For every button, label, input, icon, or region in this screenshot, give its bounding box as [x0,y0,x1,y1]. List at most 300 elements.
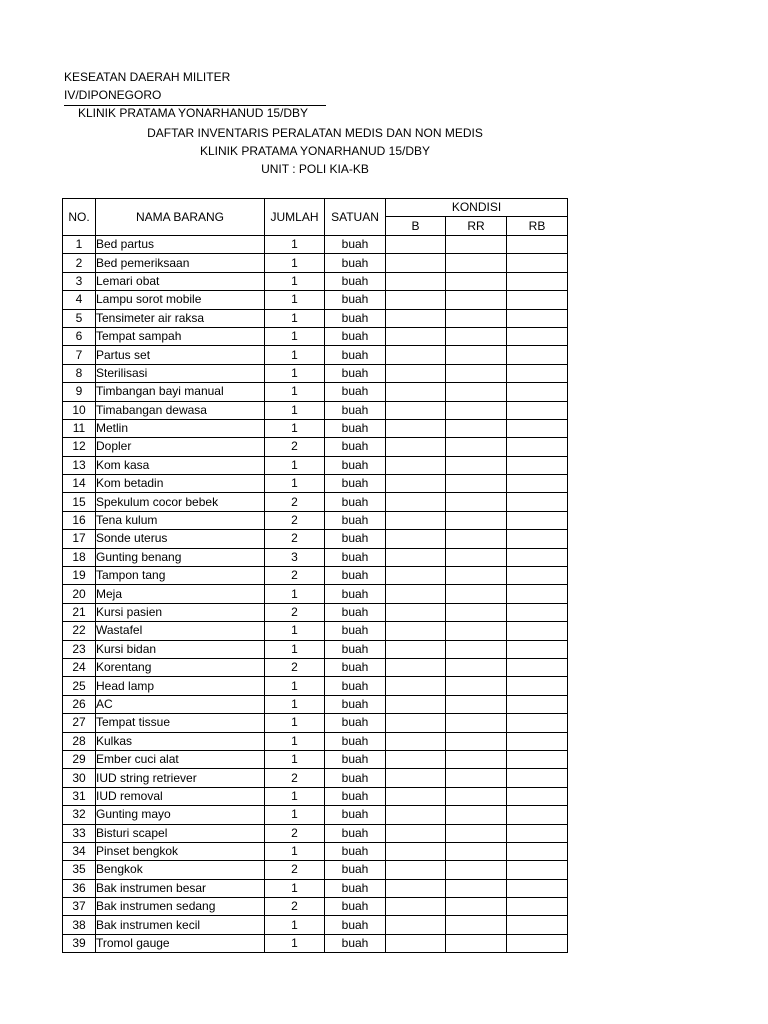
row-item-name: Bisturi scapel [96,824,265,842]
row-number: 33 [63,824,96,842]
row-quantity: 2 [265,861,325,879]
table-row [63,419,568,437]
row-condition-rb [507,879,568,897]
row-condition-rb [507,327,568,345]
row-condition-rr [446,548,507,566]
row-unit: buah [325,456,386,474]
row-number: 32 [63,806,96,824]
row-condition-rr [446,787,507,805]
row-item-name: Kulkas [96,732,265,750]
row-item-name: Ember cuci alat [96,750,265,768]
row-unit: buah [325,934,386,952]
row-condition-rr [446,272,507,290]
row-item-name: Lampu sorot mobile [96,291,265,309]
row-condition-rr [446,861,507,879]
row-number: 3 [63,272,96,290]
row-condition-rr [446,456,507,474]
row-quantity: 1 [265,291,325,309]
table-row [63,475,568,493]
table-row [63,824,568,842]
row-number: 38 [63,916,96,934]
table-row [63,383,568,401]
row-condition-rb [507,254,568,272]
row-item-name: Tena kulum [96,511,265,529]
row-item-name: Pinset bengkok [96,842,265,860]
table-row [63,658,568,676]
row-condition-rr [446,934,507,952]
row-condition-b [386,585,446,603]
row-number: 11 [63,419,96,437]
row-condition-rb [507,346,568,364]
row-quantity: 1 [265,272,325,290]
row-unit: buah [325,419,386,437]
row-quantity: 1 [265,806,325,824]
row-item-name: Bed partus [96,236,265,254]
row-condition-b [386,438,446,456]
row-item-name: Tampon tang [96,567,265,585]
row-condition-b [386,622,446,640]
row-condition-b [386,327,446,345]
table-row [63,603,568,621]
row-condition-rb [507,511,568,529]
row-condition-b [386,787,446,805]
row-condition-rr [446,364,507,382]
row-condition-rb [507,842,568,860]
unit-label: UNIT : POLI KIA-KB [261,162,369,176]
row-quantity: 1 [265,383,325,401]
header-unit: SATUAN [325,199,386,236]
row-condition-b [386,419,446,437]
row-condition-rr [446,254,507,272]
table-row [63,714,568,732]
row-item-name: Bengkok [96,861,265,879]
header-condition: KONDISI [386,199,568,217]
row-item-name: Bak instrumen sedang [96,898,265,916]
document-title: DAFTAR INVENTARIS PERALATAN MEDIS DAN NON MEDIS [147,126,483,140]
row-condition-b [386,750,446,768]
row-unit: buah [325,475,386,493]
row-condition-b [386,511,446,529]
row-unit: buah [325,861,386,879]
row-condition-b [386,714,446,732]
row-condition-rb [507,585,568,603]
row-unit: buah [325,383,386,401]
row-item-name: Tempat sampah [96,327,265,345]
table-row [63,456,568,474]
row-condition-rb [507,438,568,456]
row-condition-b [386,695,446,713]
row-unit: buah [325,658,386,676]
row-condition-b [386,898,446,916]
inventory-table [62,198,568,953]
table-row [63,364,568,382]
row-condition-b [386,383,446,401]
row-item-name: Tensimeter air raksa [96,309,265,327]
row-condition-b [386,677,446,695]
row-unit: buah [325,677,386,695]
row-condition-rr [446,567,507,585]
row-condition-rb [507,493,568,511]
row-item-name: Timabangan dewasa [96,401,265,419]
row-quantity: 1 [265,934,325,952]
row-item-name: Sterilisasi [96,364,265,382]
row-condition-b [386,548,446,566]
table-row [63,842,568,860]
row-condition-b [386,732,446,750]
row-number: 2 [63,254,96,272]
header-item-name: NAMA BARANG [96,199,265,236]
row-quantity: 1 [265,714,325,732]
row-quantity: 2 [265,603,325,621]
row-condition-rr [446,750,507,768]
row-condition-b [386,879,446,897]
row-quantity: 1 [265,695,325,713]
org-name-line2: KLINIK PRATAMA YONARHANUD 15/DBY [78,106,309,120]
row-quantity: 1 [265,309,325,327]
row-condition-rb [507,419,568,437]
row-number: 8 [63,364,96,382]
row-unit: buah [325,291,386,309]
row-condition-b [386,916,446,934]
table-row [63,254,568,272]
table-row [63,493,568,511]
row-condition-rb [507,548,568,566]
table-row [63,732,568,750]
table-row [63,567,568,585]
row-condition-rr [446,714,507,732]
row-number: 9 [63,383,96,401]
row-item-name: Tromol gauge [96,934,265,952]
row-quantity: 2 [265,769,325,787]
row-number: 14 [63,475,96,493]
header-underline [64,105,326,106]
row-unit: buah [325,603,386,621]
row-number: 31 [63,787,96,805]
row-condition-rr [446,677,507,695]
row-item-name: Bed pemeriksaan [96,254,265,272]
row-condition-b [386,254,446,272]
row-number: 12 [63,438,96,456]
row-condition-rb [507,806,568,824]
row-unit: buah [325,787,386,805]
row-unit: buah [325,530,386,548]
row-condition-rb [507,272,568,290]
row-condition-rr [446,640,507,658]
row-number: 24 [63,658,96,676]
organization-header [64,68,326,122]
row-unit: buah [325,327,386,345]
row-condition-rb [507,475,568,493]
row-unit: buah [325,898,386,916]
header-condition-b: B [386,217,446,236]
row-condition-rb [507,769,568,787]
row-condition-rb [507,530,568,548]
row-condition-rr [446,898,507,916]
row-number: 4 [63,291,96,309]
table-row [63,916,568,934]
row-condition-rb [507,695,568,713]
row-condition-rr [446,842,507,860]
table-row [63,309,568,327]
table-row [63,346,568,364]
row-item-name: Kursi bidan [96,640,265,658]
table-row [63,898,568,916]
row-condition-rr [446,419,507,437]
row-quantity: 2 [265,511,325,529]
row-number: 13 [63,456,96,474]
row-number: 26 [63,695,96,713]
row-condition-rr [446,383,507,401]
table-row [63,511,568,529]
row-condition-rb [507,658,568,676]
row-condition-rb [507,824,568,842]
row-quantity: 1 [265,456,325,474]
row-quantity: 1 [265,236,325,254]
row-quantity: 1 [265,677,325,695]
row-unit: buah [325,879,386,897]
table-row [63,934,568,952]
row-unit: buah [325,493,386,511]
row-unit: buah [325,401,386,419]
row-number: 17 [63,530,96,548]
row-item-name: Timbangan bayi manual [96,383,265,401]
row-unit: buah [325,806,386,824]
table-row [63,236,568,254]
row-number: 19 [63,567,96,585]
row-number: 25 [63,677,96,695]
inventory-table-body [63,236,568,953]
table-row [63,677,568,695]
row-number: 27 [63,714,96,732]
row-unit: buah [325,732,386,750]
row-number: 1 [63,236,96,254]
table-row [63,861,568,879]
row-condition-rb [507,916,568,934]
row-item-name: Wastafel [96,622,265,640]
row-number: 36 [63,879,96,897]
row-quantity: 1 [265,732,325,750]
row-item-name: Meja [96,585,265,603]
row-number: 23 [63,640,96,658]
row-unit: buah [325,346,386,364]
row-condition-rr [446,327,507,345]
row-condition-b [386,530,446,548]
row-unit: buah [325,272,386,290]
row-item-name: Dopler [96,438,265,456]
row-unit: buah [325,769,386,787]
row-condition-b [386,658,446,676]
row-number: 22 [63,622,96,640]
row-number: 21 [63,603,96,621]
row-condition-b [386,475,446,493]
row-condition-b [386,456,446,474]
row-item-name: Metlin [96,419,265,437]
row-number: 39 [63,934,96,952]
row-condition-rb [507,364,568,382]
row-item-name: Lemari obat [96,272,265,290]
row-condition-rr [446,658,507,676]
row-item-name: Bak instrumen kecil [96,916,265,934]
row-condition-rr [446,695,507,713]
row-number: 20 [63,585,96,603]
row-number: 10 [63,401,96,419]
row-condition-rb [507,640,568,658]
row-unit: buah [325,824,386,842]
row-number: 28 [63,732,96,750]
row-condition-b [386,364,446,382]
row-quantity: 1 [265,254,325,272]
row-condition-b [386,346,446,364]
row-condition-rr [446,511,507,529]
row-condition-rr [446,438,507,456]
row-unit: buah [325,438,386,456]
row-condition-rr [446,732,507,750]
row-condition-b [386,861,446,879]
row-item-name: Kursi pasien [96,603,265,621]
row-condition-rr [446,603,507,621]
row-quantity: 1 [265,327,325,345]
row-quantity: 2 [265,898,325,916]
table-row [63,585,568,603]
row-condition-rr [446,309,507,327]
table-row [63,530,568,548]
row-unit: buah [325,567,386,585]
row-quantity: 3 [265,548,325,566]
row-condition-b [386,603,446,621]
row-condition-rr [446,824,507,842]
row-quantity: 1 [265,622,325,640]
row-quantity: 2 [265,658,325,676]
row-condition-rb [507,714,568,732]
row-item-name: AC [96,695,265,713]
table-row [63,272,568,290]
row-quantity: 1 [265,346,325,364]
row-condition-rb [507,401,568,419]
table-row [63,401,568,419]
row-number: 15 [63,493,96,511]
row-condition-rb [507,861,568,879]
row-condition-b [386,640,446,658]
row-condition-rr [446,622,507,640]
row-unit: buah [325,916,386,934]
row-condition-rr [446,769,507,787]
row-number: 29 [63,750,96,768]
row-unit: buah [325,511,386,529]
row-quantity: 1 [265,842,325,860]
row-condition-b [386,769,446,787]
row-condition-rb [507,622,568,640]
row-condition-b [386,934,446,952]
row-number: 6 [63,327,96,345]
row-quantity: 2 [265,824,325,842]
row-unit: buah [325,548,386,566]
row-condition-rb [507,567,568,585]
table-row [63,695,568,713]
row-condition-rb [507,236,568,254]
row-condition-rr [446,585,507,603]
header-quantity: JUMLAH [265,199,325,236]
row-condition-b [386,842,446,860]
table-row [63,879,568,897]
row-item-name: Korentang [96,658,265,676]
row-condition-rb [507,291,568,309]
row-item-name: Sonde uterus [96,530,265,548]
row-condition-b [386,291,446,309]
row-quantity: 1 [265,879,325,897]
row-item-name: Gunting mayo [96,806,265,824]
row-condition-rr [446,236,507,254]
row-item-name: Head lamp [96,677,265,695]
row-quantity: 1 [265,640,325,658]
row-condition-rr [446,291,507,309]
row-condition-b [386,567,446,585]
row-quantity: 1 [265,419,325,437]
table-row [63,548,568,566]
row-condition-b [386,272,446,290]
row-item-name: Kom kasa [96,456,265,474]
row-condition-b [386,309,446,327]
row-condition-rr [446,493,507,511]
row-unit: buah [325,309,386,327]
row-condition-b [386,806,446,824]
row-condition-rb [507,309,568,327]
row-number: 37 [63,898,96,916]
row-unit: buah [325,364,386,382]
table-row [63,438,568,456]
row-condition-b [386,236,446,254]
org-name-line1: KESEATAN DAERAH MILITER IV/DIPONEGORO [64,70,231,102]
table-row [63,640,568,658]
header-condition-rr: RR [446,217,507,236]
row-condition-rb [507,677,568,695]
row-quantity: 1 [265,750,325,768]
row-condition-rb [507,750,568,768]
row-quantity: 2 [265,438,325,456]
row-condition-b [386,401,446,419]
row-item-name: Bak instrumen besar [96,879,265,897]
row-unit: buah [325,750,386,768]
row-item-name: IUD removal [96,787,265,805]
row-item-name: Kom betadin [96,475,265,493]
row-number: 18 [63,548,96,566]
row-number: 5 [63,309,96,327]
row-condition-rr [446,401,507,419]
table-row [63,327,568,345]
row-item-name: Tempat tissue [96,714,265,732]
row-number: 7 [63,346,96,364]
header-no: NO. [63,199,96,236]
header-condition-rb: RB [507,217,568,236]
row-quantity: 1 [265,364,325,382]
row-number: 16 [63,511,96,529]
row-number: 35 [63,861,96,879]
row-item-name: Partus set [96,346,265,364]
row-quantity: 2 [265,530,325,548]
row-condition-b [386,824,446,842]
row-unit: buah [325,254,386,272]
row-condition-rr [446,530,507,548]
row-condition-rr [446,475,507,493]
row-unit: buah [325,236,386,254]
table-row [63,787,568,805]
row-condition-rr [446,916,507,934]
row-condition-rb [507,383,568,401]
row-condition-rr [446,346,507,364]
row-quantity: 2 [265,493,325,511]
row-condition-rb [507,732,568,750]
row-condition-rb [507,456,568,474]
document-title-block [64,124,566,178]
